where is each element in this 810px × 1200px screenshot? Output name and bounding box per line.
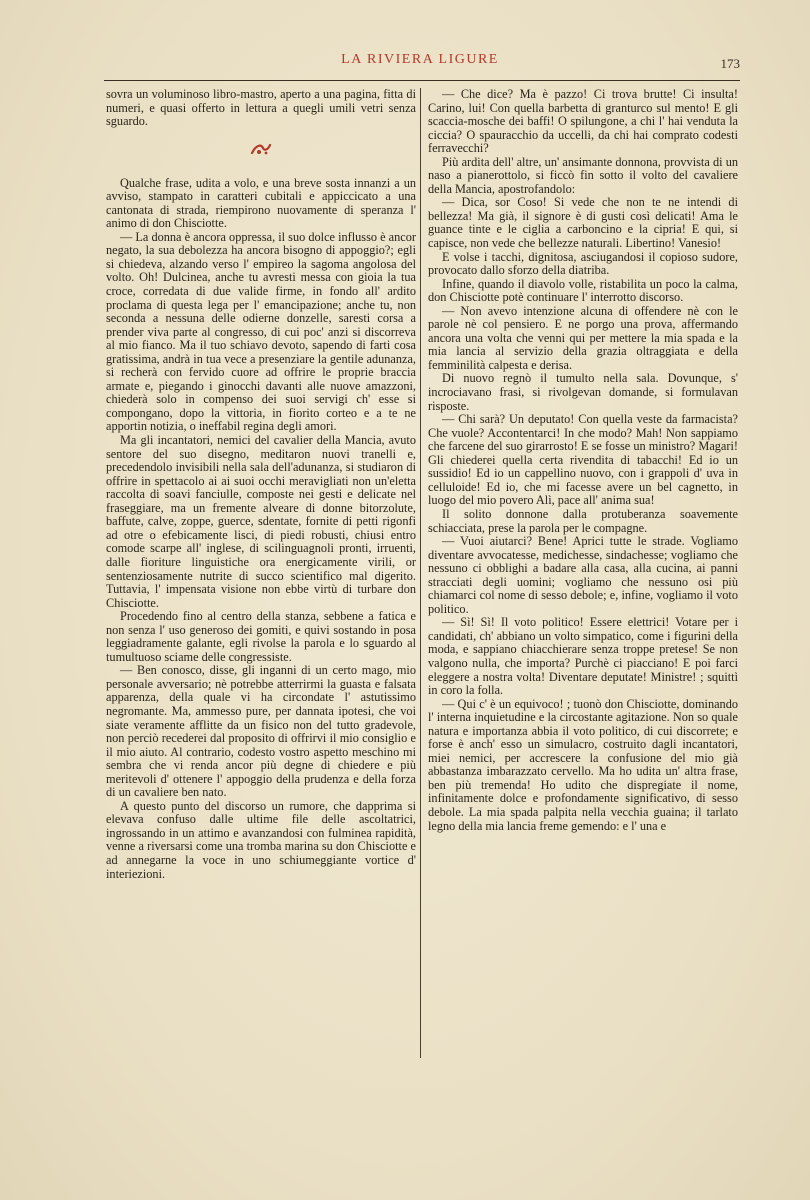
paragraph: Più ardita dell' altre, un' ansimante donnona, provvista di un naso a pianerottolo, si ficcò fin sotto il volto del cavaliere della Mancia, apostrofandolo: bbox=[428, 154, 738, 196]
paragraph: — Dica, sor Coso! Si vede che non te ne intendi di bellezza! Ma già, il signore è di gusti così delicati! Ama le guance tinte e le ciglia a carboncino e la cipria! E qui, si capisce, non vede che bellezze naturali. Libertino! Vanesio! bbox=[428, 195, 738, 251]
header-rule bbox=[104, 80, 740, 81]
right-column bbox=[428, 88, 738, 833]
paragraph: E volse i tacchi, dignitosa, asciugandosi il copioso sudore, provocato dallo sforzo della diatriba. bbox=[428, 249, 738, 278]
paragraph: Infine, quando il diavolo volle, ristabilita un poco la calma, don Chisciotte potè continuare l' interrotto discorso. bbox=[428, 276, 738, 305]
column-divider bbox=[420, 88, 421, 1058]
paragraph: Qualche frase, udita a volo, e una breve sosta innanzi a un avviso, stampato in caratteri cubitali e appiccicato a una cantonata di strada, riempirono nuovamente di speranza l' animo di don Chisciotte. bbox=[106, 175, 416, 231]
paragraph: — Chi sarà? Un deputato! Con quella veste da farmacista? Che vuole? Accontentarci! In che modo? Mah! Non sappiamo che farcene del suo girarrosto! E se fosse un ministro? Magari! Gli chiederei quella certa rivendita di tabacchi! Ed io un sussidio! Ed io un cappellino nuovo, con i grappoli d' uva in celluloide! Ed io, che mi facesse avere un bel cagnetto, in luogo del mio povero Alì, pace all' anima sua! bbox=[428, 412, 738, 508]
paragraph: sovra un voluminoso libro-mastro, aperto a una pagina, fitta di numeri, e quasi offerto in lettura a quegli umili vetri senza sguardo. bbox=[106, 87, 416, 129]
paragraph: Procedendo fino al centro della stanza, sebbene a fatica e non senza l' uso generoso dei gomiti, e quivi sostando in posa leggiadramente galante, egli rivolse la parola e lo sguardo al tumultuoso sciame delle congressiste. bbox=[106, 609, 416, 664]
paragraph: — Che dice? Ma è pazzo! Ci trova brutte! Ci insulta! Carino, lui! Con quella barbetta di granturco sul mento! E gli scaccia-mosche dei baffi! O spilungone, a chi l' hai venduta la ciccia? O spauracchio da uccelli, da chi hai comprato codesti ferravecchi? bbox=[428, 87, 738, 156]
paragraph: — Vuoi aiutarci? Bene! Aprici tutte le strade. Vogliamo diventare avvocatesse, medichesse, sindachesse; vogliamo che nessuno ci obblighi a badare alla casa, alla cucina, ai panni stracciati degli uomini; vogliamo che nessuno osi più chiamarci col nome di sesso debole; e, infine, vogliamo il voto politico. bbox=[428, 534, 738, 616]
left-column bbox=[106, 88, 416, 881]
paragraph: Di nuovo regnò il tumulto nella sala. Dovunque, s' incrociavano frasi, si rivolgevan domande, si formulavan risposte. bbox=[428, 371, 738, 413]
running-header bbox=[100, 50, 740, 76]
page-number: 173 bbox=[720, 56, 740, 71]
paragraph: — La donna è ancora oppressa, il suo dolce influsso è ancor negato, la sua debolezza ha ancora bisogno di appoggio?; egli si chiedeva, alzando verso l' empireo la sagoma angolosa del volto. Oh! Dulcinea, anche tu avresti messa con gioia la tua croce, corredata di due valide firme, in fondo all' ardito proclama di questa lega per l' emancipazione; anche tu, non seconda a nessuna delle odierne donzelle, saresti corsa a prender viva parte al congresso, di cui poc' anzi si discorreva al mio fianco. Ma il tuo schiavo devoto, sapendo di farti cosa gratissima, andrà in tua vece a presenziare la gentile adunanza, si recherà con fervido cuore ad offrire le proprie braccia armate e, piegando i ginocchi davanti alle nuove amazzoni, chiederà solo in compenso dei suoi servigi ch' esse si compongano, dopo la vittoria, in fiorito corteo e a te ne apportin notizia, o ineffabil regina degli amori. bbox=[106, 229, 416, 434]
paragraph: — Non avevo intenzione alcuna di offendere nè con le parole nè col pensiero. E ne porgo una prova, affermando ancora una volta che venni qui per mettere la mia spada e la mia lancia al servizio della grazia oltraggiata e della femminilità calpesta e derisa. bbox=[428, 303, 738, 372]
paragraph: A questo punto del discorso un rumore, che dapprima si elevava confuso dalle ultime file delle ascoltatrici, ingrossando in un attimo e avanzandosi con fulminea rapidità, venne a riversarsi come una tromba marina su don Chisciotte e ad annegarne la voce in uno schiumeggiante vortice d' interiezioni. bbox=[106, 798, 416, 881]
paragraph: — Sì! Sì! Il voto politico! Essere elettrici! Votare per i candidati, ch' abbiano un volto simpatico, come i figurini della moda, e sappiano chiacchierare senza troppe pretese! Se non valgono nulla, che importa? Purchè ci piacciano! E poi farci eleggere a nostra volta! Diventare deputate! Ministre! ; squittì in coro la folla. bbox=[428, 615, 738, 698]
paragraph: — Qui c' è un equivoco! ; tuonò don Chisciotte, dominando l' interna inquietudine e la circostante agitazione. Non so quale natura e importanza abbia il voto politico, di cui discorrete; e forse è anch' esso un simulacro, costruito dagli incantatori, miei nemici, per accrescere la confusione del mio già abbastanza imbarazzato cervello. Ma ho udita un' altra frase, ben più tremenda! Ho udito che dispregiate il nome, infinitamente dolce e profondamente significativo, di sesso debole. La mia spada palpita nella vecchia guaina; il tarlato legno della mia lancia freme gemendo: e l' una e bbox=[428, 696, 738, 833]
fleuron-icon bbox=[249, 141, 273, 157]
journal-title: LA RIVIERA LIGURE bbox=[341, 52, 499, 67]
paragraph: Il solito donnone dalla protuberanza soavemente schiacciata, prese la parola per le compagne. bbox=[428, 506, 738, 535]
paragraph: Ma gli incantatori, nemici del cavalier della Mancia, avuto sentore del suo disegno, meditaron nuovi tranelli e, precedendolo invisibili nella sala dell'adunanza, si studiaron di offrire in spettacolo ai ai suoi occhi meravigliati non un'eletta raccolta di soavi fanciulle, composte nei gesti e delicate nel fraseggiare, ma un fremente alveare di donne bitorzolute, baffute, calve, zoppe, guerce, sdentate, fornite di petti rigonfi ad otre o efebicamente lisci, di piedi robusti, chiusi entro comode scarpe all' inglese, di scilinguagnoli pronti, irruenti, dalle fioriture linguistiche ora energicamente virili, or sentenziosamente nutrite di succo scientifico mal digerito. Tuttavia, l' impensata visione non ebbe virtù di turbare don Chisciotte. bbox=[106, 433, 416, 610]
paragraph: — Ben conosco, disse, gli inganni di un certo mago, mio personale avversario; nè potrebbe atterrirmi la guasta e falsata apparenza, della quale vi ha circondate l' astutissimo negromante. Ma, ammesso pure, per dannata ipotesi, che voi siate veramente afflitte da un fisico non del tutto gradevole, non perciò recederei dal proposito di offrirvi il mio consiglio e il mio aiuto. Al contrario, codesto vostro aspetto meschino mi sembra che vi renda ancor più degne di chiedere e più meritevoli d' ottenere l' appoggio della prudenza e della forza di un cavaliere ben nato. bbox=[106, 663, 416, 800]
